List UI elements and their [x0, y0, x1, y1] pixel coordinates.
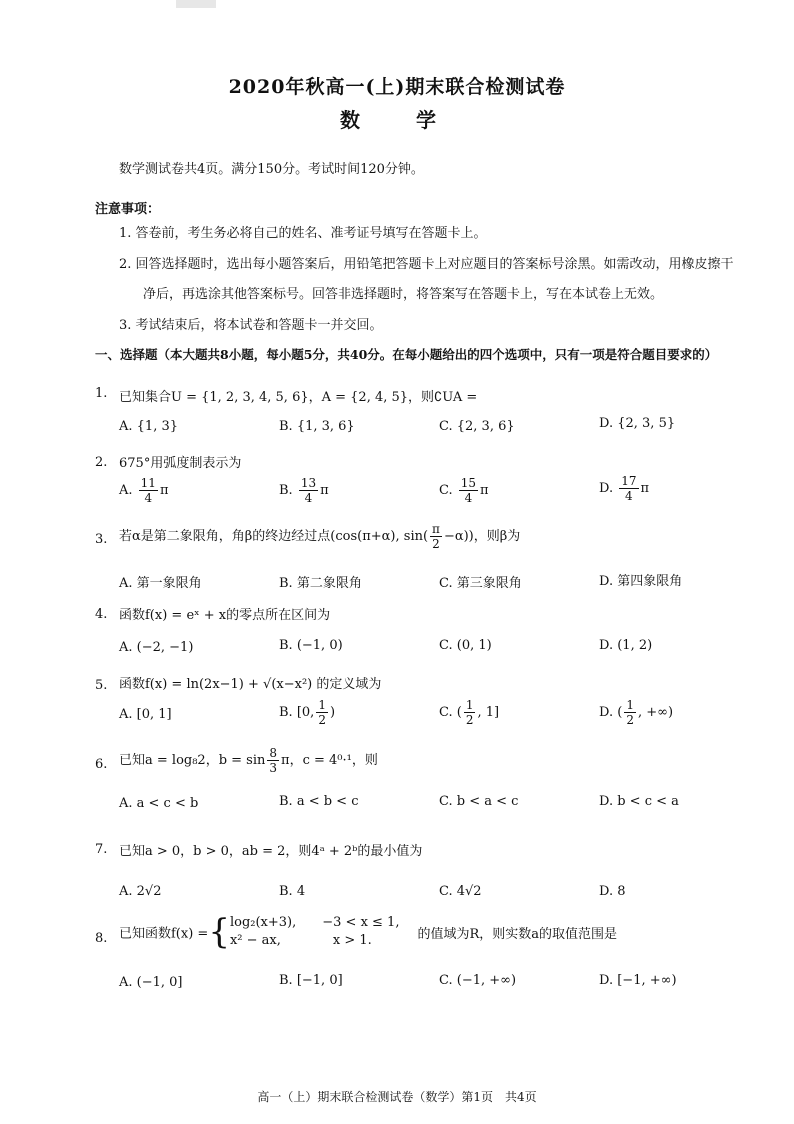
denominator: 2: [432, 537, 440, 551]
fraction: [464, 698, 476, 727]
option-label: C.: [439, 483, 453, 498]
option-d: D. (1, 2): [599, 638, 653, 653]
option-post: , +∞): [637, 705, 674, 720]
option-pre: (: [617, 705, 623, 720]
denominator: 2: [626, 713, 634, 727]
option-b: [279, 698, 335, 727]
denominator: 4: [304, 491, 313, 505]
question-stem: 675°用弧度制表示为: [119, 456, 242, 471]
stem-part: 已知函数f(x) =: [119, 926, 209, 942]
stem-part: 若α是第二象限角，角β的终边经过点(cos(π+α), sin(: [119, 529, 429, 544]
option-c: C. (0, 1): [439, 638, 492, 653]
option-label: A.: [119, 483, 133, 498]
option-a: A. (−1, 0]: [119, 975, 183, 990]
numerator: 15: [460, 476, 477, 490]
option-b: B. [−1, 0]: [279, 973, 343, 988]
option-pre: (: [456, 705, 462, 720]
stem-part: 已知a = log₈2，b = sin: [119, 753, 266, 768]
denominator: 3: [269, 761, 278, 775]
option-b: B. 4: [279, 884, 306, 899]
option-a: A. a < c < b: [119, 796, 199, 811]
option-d: [599, 698, 673, 727]
option-label: D.: [599, 705, 614, 720]
question-stem: 已知a > 0，b > 0，ab = 2，则4ᵃ + 2ᵇ的最小值为: [119, 844, 423, 859]
option-c: C. {2, 3, 6}: [439, 419, 515, 434]
option-c: C. b < a < c: [439, 794, 519, 809]
question-stem: [119, 746, 378, 775]
option-b: B. (−1, 0): [279, 638, 343, 653]
denominator: 4: [144, 491, 153, 505]
numerator: 17: [621, 474, 637, 488]
option-pre: [0,: [296, 705, 315, 720]
option-a: A. {1, 3}: [119, 419, 179, 434]
option-a: A. 2√2: [119, 884, 162, 899]
piece-2: x² − ax, x > 1.: [229, 933, 372, 948]
note-item: 净后，再选涂其他答案标号。回答非选择题时，将答案写在答题卡上，写在本试卷上无效。: [143, 287, 664, 302]
option-c: C. (−1, +∞): [439, 973, 517, 988]
numerator: 1: [318, 698, 326, 712]
option-label: D.: [599, 481, 614, 496]
piece-1: log₂(x+3), −3 < x ≤ 1,: [229, 915, 400, 930]
exam-title: 2020年秋高一(上)期末联合检测试卷: [228, 76, 566, 98]
denominator: 4: [464, 491, 473, 505]
option-c: [439, 698, 499, 727]
numerator: 8: [269, 746, 278, 760]
denominator: 2: [465, 713, 474, 727]
pi-symbol: π: [320, 483, 329, 498]
option-label: A.: [119, 707, 133, 722]
option-c: [439, 476, 489, 505]
fraction: [299, 476, 318, 505]
option-a: A. 第一象限角: [119, 576, 202, 591]
option-d: D. [−1, +∞): [599, 973, 677, 988]
option-post: ): [329, 705, 336, 720]
question-number: 3.: [95, 532, 108, 547]
numerator: 13: [300, 476, 317, 490]
section-heading: 一、选择题（本大题共8小题，每小题5分，共40分。在每小题给出的四个选项中，只有一项是符合题目要求的）: [95, 347, 718, 362]
denominator: 4: [625, 489, 633, 503]
option-label: C.: [439, 705, 453, 720]
note-item: 2. 回答选择题时，选出每小题答案后，用铅笔把答题卡上对应题目的答案标号涂黑。如需改动，用橡皮擦干: [119, 257, 734, 272]
question-number: 7.: [95, 842, 108, 857]
stem-part: π，c = 4⁰·¹，则: [281, 753, 378, 768]
fraction: [459, 476, 478, 505]
option-a: [119, 707, 172, 722]
question-stem: [119, 522, 520, 551]
question-stem: [119, 912, 617, 952]
option-d: D. 8: [599, 884, 626, 899]
pi-symbol: π: [159, 483, 169, 498]
option-b: B. {1, 3, 6}: [279, 419, 355, 434]
brace: {: [208, 912, 230, 952]
stem-part: −α))，则β为: [443, 529, 521, 544]
option-c: C. 第三象限角: [439, 576, 522, 591]
fraction: [430, 522, 442, 551]
question-number: 8.: [95, 931, 108, 946]
intro-text: 数学测试卷共4页。满分150分。考试时间120分钟。: [119, 162, 424, 177]
note-item: 3. 考试结束后，将本试卷和答题卡一并交回。: [119, 318, 383, 333]
pi-symbol: π: [640, 481, 650, 496]
option-b: B. a < b < c: [279, 794, 359, 809]
piecewise: [230, 914, 400, 950]
option-c: C. 4√2: [439, 884, 482, 899]
pi-symbol: π: [480, 483, 489, 498]
option-text: [0, 1]: [136, 707, 172, 722]
option-a: [119, 476, 169, 505]
question-stem: 函数f(x) = eˣ + x的零点所在区间为: [119, 608, 331, 623]
question-number: 1.: [95, 386, 108, 401]
numerator: 1: [626, 698, 634, 712]
question-stem: 已知集合U = {1, 2, 3, 4, 5, 6}，A = {2, 4, 5}，则∁UA =: [119, 390, 478, 405]
stem-part: 的值域为R，则实数a的取值范围是: [417, 926, 618, 942]
option-d: [599, 474, 649, 503]
note-item: 1. 答卷前，考生务必将自己的姓名、准考证号填写在答题卡上。: [119, 226, 487, 241]
question-stem: 函数f(x) = ln(2x−1) + √(x−x²) 的定义域为: [119, 677, 382, 692]
option-d: D. {2, 3, 5}: [599, 416, 676, 431]
fraction: [619, 474, 638, 503]
fraction: [267, 746, 279, 775]
fraction: [624, 698, 636, 727]
question-number: 4.: [95, 607, 108, 622]
numerator: π: [432, 522, 440, 536]
option-d: D. b < c < a: [599, 794, 679, 809]
numerator: 11: [140, 476, 156, 490]
question-number: 2.: [95, 455, 108, 470]
fraction: [139, 476, 158, 505]
numerator: 1: [465, 698, 474, 712]
option-b: [279, 476, 329, 505]
notes-heading: 注意事项：: [95, 202, 161, 217]
scan-smudge: [176, 0, 216, 8]
option-a: A. (−2, −1): [119, 640, 194, 655]
question-number: 6.: [95, 757, 108, 772]
option-post: , 1]: [477, 705, 500, 720]
option-d: D. 第四象限角: [599, 574, 683, 589]
exam-subject: 数 学: [340, 108, 454, 132]
fraction: [316, 698, 328, 727]
option-b: B. 第二象限角: [279, 576, 362, 591]
page-footer: 高一（上）期末联合检测试卷（数学）第1页 共4页: [257, 1090, 537, 1104]
question-number: 5.: [95, 678, 108, 693]
option-label: B.: [279, 705, 293, 720]
option-label: B.: [279, 483, 293, 498]
denominator: 2: [318, 713, 326, 727]
